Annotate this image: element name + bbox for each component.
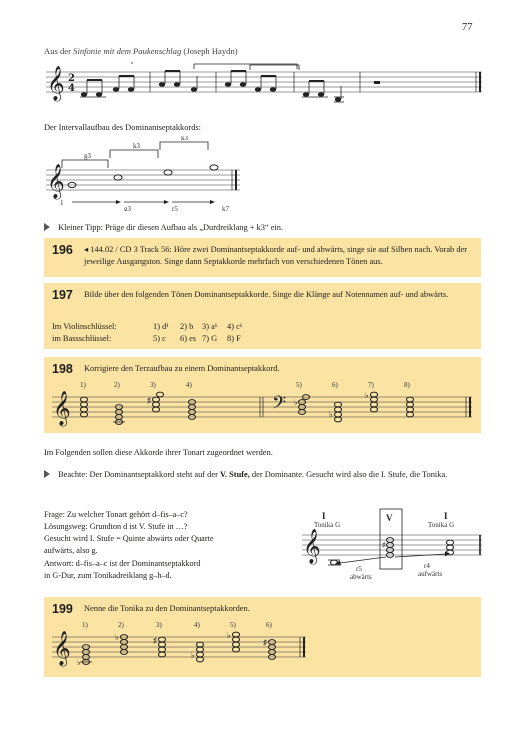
lower-label-g3: g3 [124,205,131,211]
treble-clef-icon: 𝄞 [47,66,65,101]
question-line: Antwort: d–fis–a–c ist der Dominantseptakkord [44,558,201,568]
chord-199-5 [227,631,240,652]
question-line: Gesucht wird I. Stufe = Quinte abwärts oder Quarte [44,534,214,544]
time-signature-top: 2 [68,73,75,84]
treble-clef-icon: 𝄞 [47,164,65,199]
exercise-198-text: Korrigiere den Terzaufbau zu einem Dominantseptakkord. [84,364,280,373]
svg-text:♭: ♭ [77,658,81,667]
chord-199-3 [153,636,166,657]
question-line: Frage: Zu welcher Tonart gehört d–fis–a–c? [44,510,188,519]
triangle-bullet-icon [44,223,50,231]
svg-text:♯: ♯ [263,638,267,647]
treble-row-label: Im Violinschlüssel: [52,322,117,331]
exercise-198-box [44,357,481,433]
chord-number-3: 3) [156,621,162,629]
upper-label-k3-1: k3 [133,142,140,150]
chord-number-8: 8) [404,381,410,389]
left-degree: I [322,511,326,521]
svg-text:♯: ♯ [153,636,157,645]
question-block [44,509,284,582]
chord-199-2 [115,633,128,654]
time-signature-bottom: 4 [68,83,75,94]
chord-number-6: 6) [332,381,338,389]
exercise-196-instructions: Höre zwei Dominantseptakkorde auf- und abwärts, singe sie auf Silben nach. Vorab der jeweilige Ausgangston. Singe dann Septakkorde mehrfach von verschiedenen Tönen aus. [84,245,468,267]
chord-number-1: 1) [80,381,86,389]
lower-label-1: 1 [60,199,64,207]
chord-number-6: 6) [266,621,272,629]
svg-text:♭: ♭ [329,410,333,419]
svg-text:♯: ♯ [382,541,386,549]
down-word: abwärts [350,573,372,581]
caption-title: Sinfonie mit dem Paukenschlag [73,46,182,56]
haydn-staff [44,60,484,110]
treble-item: 2) b [180,322,194,331]
left-key-label: Tonika G [314,521,341,529]
up-word: aufwärts [418,570,443,578]
tip-text: Präge dir diesen Aufbau als „Durdreiklang + k3“ ein. [105,223,284,232]
chord-number-4: 4) [194,621,200,629]
svg-text:♭: ♭ [191,651,195,660]
right-degree: I [444,511,448,521]
exercise-number: 198 [52,362,73,376]
treble-clef-icon: 𝄞 [303,529,321,564]
assignment-note: Im Folgenden sollen diese Akkorde ihrer Tonart zugeordnet werden. [44,448,273,457]
chord-number-2: 2) [114,381,120,389]
chord-number-4: 4) [186,381,192,389]
chord-199-1 [77,645,92,667]
question-line: in G-Dur, zum Tonikadreiklang g–h–d. [44,570,172,580]
bass-clef-icon: 𝄢 [272,393,287,418]
chord-number-7: 7) [368,381,374,389]
question-line: Lösungsweg: Grundton d ist V. Stufe in …? [44,522,188,532]
chord-198-4 [188,400,195,420]
exercise-197-box [44,283,481,349]
interval-heading: Der Intervallaufbau des Dominantseptakkords: [44,123,201,132]
exercise-197-text: Bilde über den folgenden Tönen Dominantseptakkorde. Singe die Klänge auf Notennamen auf- und abwärts. [84,290,449,299]
treble-item: 3) a¹ [202,322,218,331]
svg-text:♭: ♭ [294,398,298,407]
caption-prefix: Aus der [44,46,71,56]
exercise-number: 196 [52,243,73,257]
exercise-196-text [84,244,476,268]
bass-row-label: im Bassschlüssel: [52,334,112,343]
exercise-198-staff [44,379,481,433]
treble-item: 1) d¹ [153,322,169,331]
chord-number-3: 3) [150,381,156,389]
tip-lead: Kleiner Tipp: [58,223,103,232]
chord-198-7 [365,391,378,412]
degree-diagram [300,505,485,585]
lower-label-k7: k7 [222,205,229,211]
treble-clef-icon: 𝄞 [53,391,71,426]
bass-item: 8) F [227,334,241,343]
triangle-bullet-icon [44,470,50,478]
beachte-lead: Beachte: Der Dominantseptakkord steht auf der [58,470,218,479]
beachte-bold: V. Stufe, [219,470,250,479]
track-reference: ◂ 144.02 / CD 3 Track 56: [84,245,172,254]
treble-item: 4) c¹ [227,322,243,331]
exercise-199-text: Nenne die Tonika zu den Dominantseptakkorden. [84,604,250,613]
chord-198-5 [294,395,310,415]
bass-item: 7) G [202,334,218,343]
exercise-number: 199 [52,602,73,616]
chord-198-2 [113,405,125,425]
exercise-199-box [44,597,481,677]
svg-text:♭: ♭ [365,391,369,400]
beachte-note [44,469,484,482]
haydn-caption [44,46,238,58]
page-number: 77 [462,22,473,33]
svg-text:♯: ♯ [147,396,151,405]
chord-199-6 [263,638,276,659]
bass-item: 5) c [153,334,166,343]
bass-item: 6) es [180,334,197,343]
exercise-196-box [44,238,481,277]
up-interval-label: r4 [424,562,430,570]
down-interval-label: r5 [356,565,362,573]
tip-line [44,222,484,233]
treble-clef-icon: 𝄞 [53,631,71,666]
question-line: aufwärts, also g. [44,546,98,556]
exercise-199-staff [44,617,481,677]
svg-text:♭: ♭ [227,631,231,640]
caption-suffix: (Joseph Haydn) [183,46,238,56]
svg-text:♭: ♭ [115,633,119,642]
interval-staff [44,136,244,211]
middle-degree: V [386,513,393,523]
upper-label-k3-2: k3 [181,136,188,142]
beachte-rest: der Dominante. Gesucht wird also die I. Stufe, die Tonika. [251,470,448,479]
chord-number-2: 2) [118,621,124,629]
chord-number-1: 1) [82,621,88,629]
right-key-label: Tonika G [428,521,455,529]
chord-number-5: 5) [230,621,236,629]
lower-label-r5: r5 [172,205,178,211]
chord-number-5: 5) [296,381,302,389]
upper-label-g3: g3 [84,152,91,160]
exercise-number: 197 [52,288,73,302]
